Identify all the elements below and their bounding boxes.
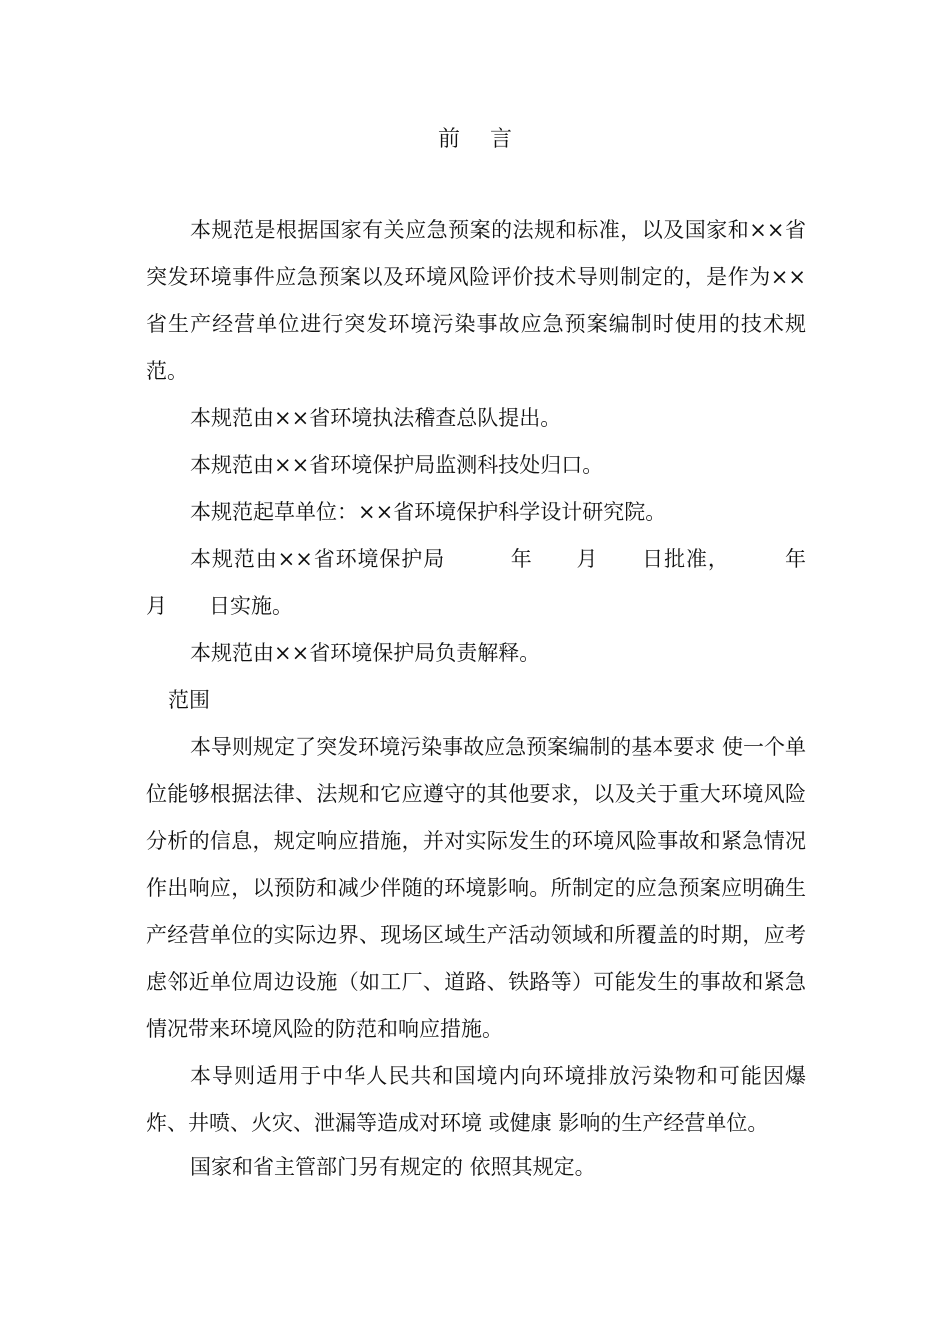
paragraph-drafter: 本规范起草单位：××省环境保护科学设计研究院。 [190, 500, 667, 524]
paragraph-interpretation: 本规范由××省环境保护局负责解释。 [190, 641, 541, 665]
section-heading-scope: 范围 [168, 688, 210, 712]
paragraph-basis: 本规范是根据国家有关应急预案的法规和标准，以及国家和××省突发环境事件应急预案以及环境风险评价技术导则制定的，是作为××省生产经营单位进行突发环境污染事故应急预案编制时使用的技术规范。 [146, 218, 806, 383]
paragraph-approval: 本规范由××省环境保护局 年 月 日批准， 年 月 日实施。 [146, 547, 848, 618]
paragraph-administrator: 本规范由××省环境保护局监测科技处归口。 [190, 453, 604, 477]
paragraph-scope-applicability: 本导则适用于中华人民共和国境内向环境排放污染物和可能因爆炸、井喷、火灾、泄漏等造成对环境 或健康 影响的生产经营单位。 [146, 1064, 806, 1135]
paragraph-scope-requirements: 本导则规定了突发环境污染事故应急预案编制的基本要求 使一个单位能够根据法律、法规和它应遵守的其他要求，以及关于重大环境风险分析的信息，规定响应措施，并对实际发生的环境风险事故和紧急情况作出响应，以预防和减少伴随的环境影响。所制定的应急预案应明确生产经营单位的实际边界、现场区域生产活动领域和所覆盖的时期，应考虑邻近单位周边设施（如工厂、道路、铁路等）可能发生的事故和紧急情况带来环境风险的防范和响应措施。 [146, 735, 806, 1041]
document-body [146, 207, 848, 1191]
paragraph-proposer: 本规范由××省环境执法稽查总队提出。 [190, 406, 562, 430]
paragraph-scope-exception: 国家和省主管部门另有规定的 依照其规定。 [190, 1155, 596, 1179]
page-title: 前言 [437, 127, 542, 152]
